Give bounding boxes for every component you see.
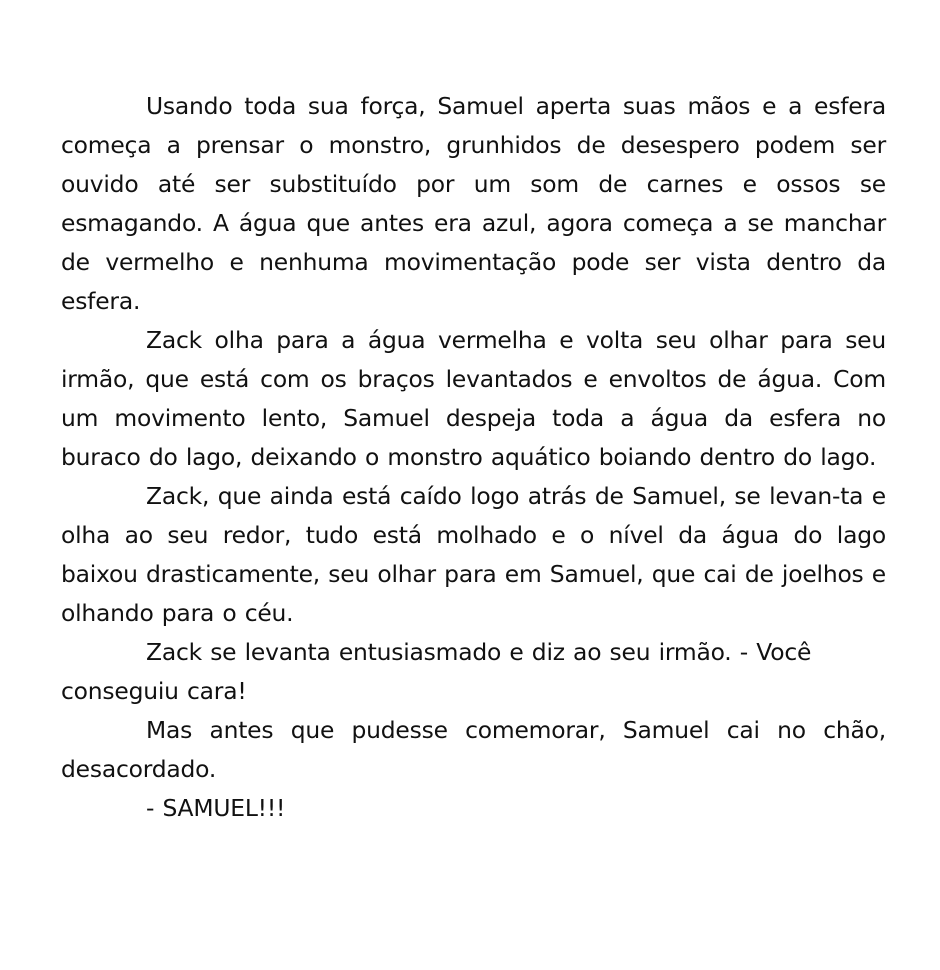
paragraph-4: Zack se levanta entusiasmado e diz ao seu irmão. - Você conseguiu cara! [61, 638, 812, 705]
paragraph-2: Zack olha para a água vermelha e volta seu olhar para seu irmão, que está com os braços levantados e envoltos de água. Com um movimento lento, Samuel despeja toda a água da esfera no buraco do lago, deixando o monstro aquático boiando dentro do lago. [61, 326, 886, 471]
paragraph-3: Zack, que ainda está caído logo atrás de Samuel, se levan-ta e olha ao seu redor, tudo está molhado e o nível da água do lago baixou drasticamente, seu olhar para em Samuel, que cai de joelhos e olhando para o céu. [61, 482, 886, 627]
paragraph-1: Usando toda sua força, Samuel aperta suas mãos e a esfera começa a prensar o monstro, grunhidos de desespero podem ser ouvido até ser substituído por um som de carnes e ossos se esmagando. A água que antes era azul, agora começa a se manchar de vermelho e nenhuma movimentação pode ser vista dentro da esfera. [61, 92, 886, 315]
paragraph-5: Mas antes que pudesse comemorar, Samuel cai no chão, desacordado. [61, 716, 886, 783]
document-body [61, 87, 886, 828]
paragraph-6: - SAMUEL!!! [146, 794, 286, 822]
